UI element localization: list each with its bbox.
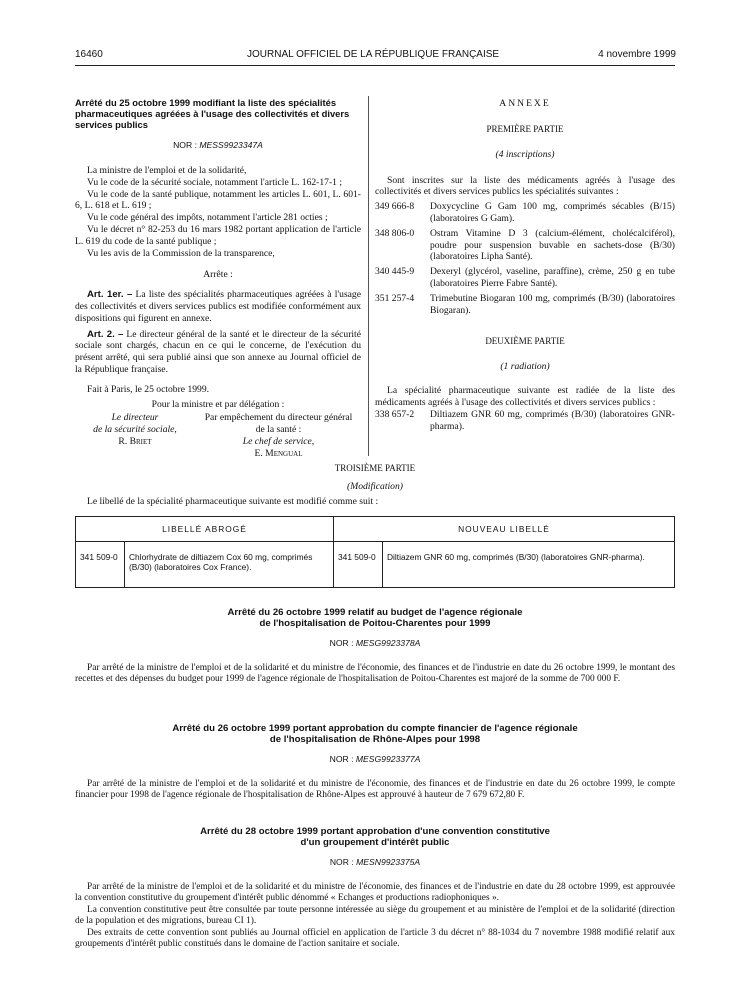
nor-code: MESN9923375A bbox=[356, 857, 421, 868]
preamble-line: La ministre de l'emploi et de la solidarité, bbox=[87, 165, 247, 176]
medication-code: 351 257-4 bbox=[375, 292, 415, 304]
page-header bbox=[75, 49, 676, 63]
annexe bbox=[375, 98, 675, 432]
arrete-2-title-line: de l'hospitalisation de Poitou-Charentes pour 1999 bbox=[259, 618, 491, 630]
signature-right-line: Par empêchement du directeur général bbox=[204, 412, 353, 424]
article-1 bbox=[75, 289, 361, 324]
nor-reference bbox=[75, 140, 361, 151]
medication-entry bbox=[375, 293, 675, 317]
medication-entry bbox=[375, 201, 675, 225]
part-1-intro: Sont inscrites sur la liste des médicaments agréés à l'usage des collectivités et divers services publics les spécialités suivantes : bbox=[375, 174, 675, 198]
column-header-new: NOUVEAU LIBELLÉ bbox=[334, 517, 675, 542]
part-2-subtitle: (1 radiation) bbox=[500, 361, 550, 373]
done-at: Fait à Paris, le 25 octobre 1999. bbox=[87, 383, 210, 395]
part-2-title: DEUXIÈME PARTIE bbox=[485, 336, 565, 347]
signature-left bbox=[75, 412, 195, 459]
medication-text: Doxycycline G Gam 100 mg, comprimés sécables (B/15) (laboratoires G Gam). bbox=[430, 201, 675, 225]
medication-text: Dexeryl (glycérol, vaseline, paraffine), crème, 250 g en tube (laboratoires Pierre Fabre Santé). bbox=[430, 266, 675, 290]
new-code-cell: 341 509-0 bbox=[334, 542, 383, 588]
nor-label: NOR : bbox=[173, 140, 197, 151]
arrete-1 bbox=[75, 98, 361, 460]
signature-left-name: R. Briet bbox=[118, 435, 152, 447]
old-label-cell: Chlorhydrate de diltiazem Cox 60 mg, comprimés (B/30) (laboratoires Cox France). bbox=[125, 542, 334, 588]
article-1-text: La liste des spécialités pharmaceutiques agréées à l'usage des collectivités et divers services publics est modifiée conformément aux dispositions qui figurent en annexe. bbox=[75, 289, 361, 324]
arrete-4-body-2: La convention constitutive peut être consultée par toute personne intéressée au siège du groupement et au ministère de l'emploi et de la solidarité (direction de la population et des migrations, bureau CI 1). bbox=[75, 904, 675, 927]
nor-code: MESS9923347A bbox=[199, 140, 263, 151]
arrete-4-body-3: Des extraits de cette convention sont publiés au Journal officiel en application de l'article 3 du décret n° 88-1034 du 7 novembre 1988 modifié relatif aux groupements d'intérêt public constitués dans le domaine de l'action sanitaire et sociale. bbox=[75, 927, 675, 950]
signature-right-line: de la santé : bbox=[255, 424, 302, 436]
arrete-2-body: Par arrêté de la ministre de l'emploi et de la solidarité et du ministre de l'économie, des finances et de l'industrie en date du 26 octobre 1999, le montant des recettes et des dépenses du budget pour 1999 de l'agence régionale de l'hospitalisation de Poitou-Charentes est majoré de la somme de 700 000 F. bbox=[75, 662, 675, 685]
arrete-3 bbox=[75, 723, 675, 802]
header-rule bbox=[75, 65, 675, 66]
table-row bbox=[76, 542, 675, 588]
nor-reference bbox=[75, 857, 675, 868]
arrete-3-body: Par arrêté de la ministre de l'emploi et de la solidarité et du ministre de l'économie, des finances et de l'industrie en date du 26 octobre 1999, le compte financier pour 1998 de l'agence régionale de l'hospitalisation de Rhône-Alpes est approuvé à hauteur de 7 679 672,80 F. bbox=[75, 778, 675, 801]
preamble-line: Vu le décret n° 82-253 du 16 mars 1982 portant application de l'article L. 619 du code de la santé publique ; bbox=[75, 223, 361, 247]
medication-code: 349 666-8 bbox=[375, 201, 415, 213]
signature-right-name: E. Mengual bbox=[254, 447, 303, 459]
old-code-cell: 341 509-0 bbox=[76, 542, 125, 588]
arrete-3-title bbox=[75, 723, 675, 745]
column-header-old: LIBELLÉ ABROGÉ bbox=[76, 517, 334, 542]
radiation-code: 338 657-2 bbox=[375, 408, 415, 420]
part-3-intro: Le libellé de la spécialité pharmaceutique suivante est modifié comme suit : bbox=[87, 496, 379, 507]
signature-left-title: de la sécurité sociale, bbox=[93, 424, 177, 436]
medication-entry bbox=[375, 266, 675, 290]
preamble-line: Vu le code de la sécurité sociale, notamment l'article L. 162-17-1 ; bbox=[87, 176, 343, 188]
article-2-label: Art. 2. – bbox=[87, 328, 124, 340]
preamble-line: Vu les avis de la Commission de la transparence, bbox=[87, 247, 275, 259]
nor-label: NOR : bbox=[329, 754, 354, 765]
arrete-label: Arrête : bbox=[203, 269, 233, 281]
signature-right-title: Le chef de service, bbox=[242, 435, 315, 447]
annexe-title: ANNEXE bbox=[499, 98, 551, 109]
radiation-entry bbox=[375, 409, 675, 433]
arrete-1-title: Arrêté du 25 octobre 1999 modifiant la liste des spécialités pharmaceutiques agréées à l'usage des collectivités et divers services publics bbox=[75, 97, 350, 130]
part-2-intro: La spécialité pharmaceutique suivante est radiée de la liste des médicaments agréés à l'usage des collectivités et divers services publics : bbox=[375, 385, 675, 409]
part-1-title: PREMIÈRE PARTIE bbox=[486, 123, 564, 134]
medication-entry bbox=[375, 228, 675, 263]
issue-date: 4 novembre 1999 bbox=[598, 49, 676, 60]
arrete-4-body-1: Par arrêté de la ministre de l'emploi et de la solidarité et du ministre de l'économie, des finances et de l'industrie en date du 28 octobre 1999, est approuvée la convention constitutive du groupement d'intérêt public dénommé « Echanges et productions radiophoniques ». bbox=[75, 881, 675, 904]
preamble-line: Vu le code de la santé publique, notamment les articles L. 601, L. 601-6, L. 618 et L. 619 ; bbox=[75, 188, 361, 212]
medication-text: Trimebutine Biogaran 100 mg, comprimés (B/30) (laboratoires Biogaran). bbox=[430, 292, 675, 316]
article-2-text: Le directeur général de la santé et le directeur de la sécurité sociale sont chargés, chacun en ce qui le concerne, de l'exécution du présent arrêté, qui sera publié ainsi que son annexe au Journal officiel de la République française. bbox=[75, 328, 361, 375]
nor-code: MESG9923378A bbox=[355, 638, 421, 649]
journal-title: JOURNAL OFFICIEL DE LA RÉPUBLIQUE FRANÇAISE bbox=[247, 49, 500, 60]
arrete-4-title-line: d'un groupement d'intérêt public bbox=[300, 837, 450, 849]
arrete-2 bbox=[75, 607, 675, 686]
nor-label: NOR : bbox=[329, 638, 354, 649]
table-header-row bbox=[76, 517, 675, 542]
nor-code: MESG9923377A bbox=[355, 754, 421, 765]
page-number: 16460 bbox=[75, 49, 103, 60]
medication-code: 340 445-9 bbox=[375, 266, 415, 278]
preamble-line: Vu le code général des impôts, notamment l'article 281 octies ; bbox=[87, 212, 328, 224]
for-minister: Pour la ministre et par délégation : bbox=[151, 398, 285, 410]
signatures bbox=[75, 412, 361, 459]
new-label-cell: Diltiazem GNR 60 mg, comprimés (B/30) (laboratoires GNR-pharma). bbox=[383, 542, 675, 588]
signature-left-title: Le directeur bbox=[111, 412, 159, 424]
medication-code: 348 806-0 bbox=[375, 227, 415, 239]
nor-label: NOR : bbox=[329, 857, 354, 868]
arrete-2-title bbox=[75, 607, 675, 629]
part-1-subtitle: (4 inscriptions) bbox=[495, 148, 555, 160]
arrete-4 bbox=[75, 826, 675, 951]
label-change-table bbox=[75, 516, 675, 588]
article-2 bbox=[75, 329, 361, 376]
arrete-4-title-line: Arrêté du 28 octobre 1999 portant approbation d'une convention constitutive bbox=[200, 826, 550, 837]
arrete-3-title-line: de l'hospitalisation de Rhône-Alpes pour 1998 bbox=[269, 734, 481, 746]
arrete-2-title-line: Arrêté du 26 octobre 1999 relatif au budget de l'agence régionale bbox=[227, 607, 523, 618]
arrete-3-title-line: Arrêté du 26 octobre 1999 portant approbation du compte financier de l'agence régionale bbox=[172, 723, 578, 734]
preamble bbox=[75, 165, 361, 259]
column-divider bbox=[368, 96, 369, 456]
signature-right bbox=[196, 412, 361, 459]
nor-reference bbox=[75, 638, 675, 649]
arrete-4-title bbox=[75, 826, 675, 848]
medication-text: Ostram Vitamine D 3 (calcium-élément, cholécalciférol), poudre pour suspension buvable en sachets-dose (B/30) (laboratoires Lipha Santé). bbox=[430, 227, 675, 263]
article-1-label: Art. 1er. – bbox=[87, 289, 133, 301]
part-3-subtitle: (Modification) bbox=[347, 481, 403, 492]
radiation-text: Diltiazem GNR 60 mg, comprimés (B/30) (laboratoires GNR-pharma). bbox=[430, 408, 675, 432]
part-3-title: TROISIÈME PARTIE bbox=[334, 463, 416, 473]
nor-reference bbox=[75, 754, 675, 765]
